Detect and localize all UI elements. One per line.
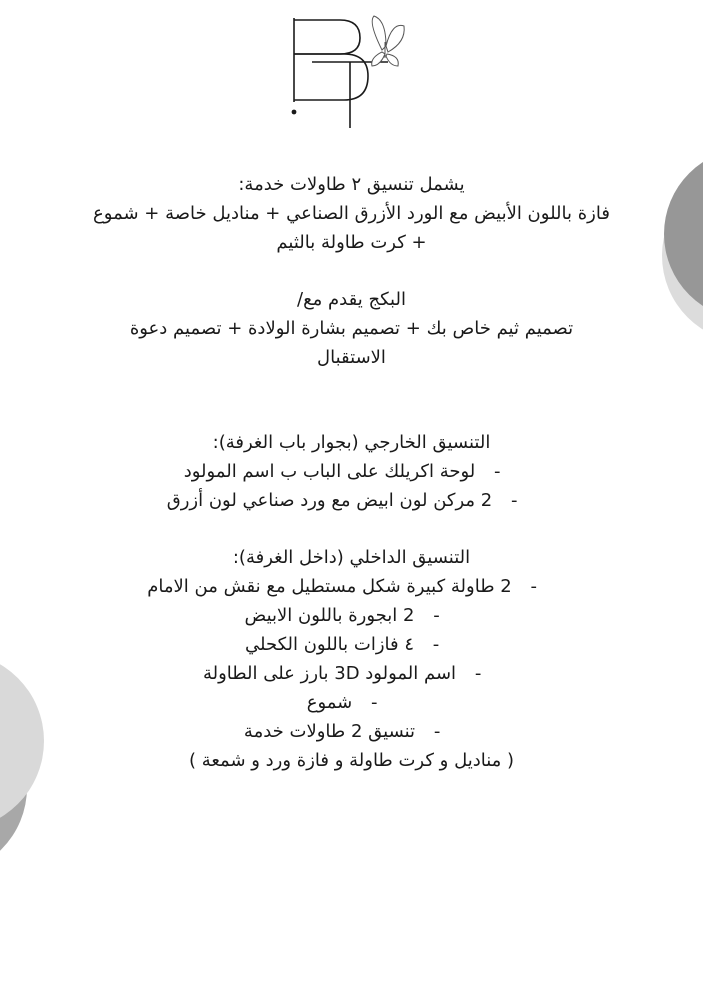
bullet-mark: - [494, 461, 501, 482]
outer-heading: التنسيق الخارجي (بجوار باب الغرفة): [212, 432, 491, 453]
section1-line: + كرت طاولة بالثيم [276, 232, 427, 253]
bullet-mark: - [371, 692, 378, 713]
list-item: -اسم المولود 3D بارز على الطاولة [0, 659, 703, 688]
section2-heading: البكج يقدم مع/ [297, 289, 406, 310]
list-item: -تنسيق 2 طاولات خدمة [0, 717, 703, 746]
bullet-mark: - [511, 490, 518, 511]
section1-heading: يشمل تنسيق ٢ طاولات خدمة: [238, 174, 465, 195]
bullet-mark: - [433, 721, 441, 742]
bullet-mark: - [433, 605, 440, 626]
list-item: -2 طاولة كبيرة شكل مستطيل مع نقش من الامام [0, 572, 703, 601]
inner-heading: التنسيق الداخلي (داخل الغرفة): [232, 547, 471, 568]
bullet-mark: - [432, 634, 440, 655]
section2-line: تصميم ثيم خاص بك + تصميم بشارة الولادة + تصميم دعوة [129, 318, 574, 339]
list-item: -2 ابجورة باللون الابيض [0, 601, 703, 630]
bullet-mark: - [530, 576, 537, 597]
list-item: -شموع [0, 688, 703, 717]
list-item: -لوحة اكريلك على الباب ب اسم المولود [0, 457, 703, 486]
document-body [0, 170, 703, 775]
inner-note: ( مناديل و كرت طاولة و فازة ورد و شمعة ) [188, 750, 515, 771]
bullet-mark: - [474, 663, 482, 684]
list-item: -٤ فازات باللون الكحلي [0, 630, 703, 659]
section1-line: فازة باللون الأبيض مع الورد الأزرق الصناعي + مناديل خاصة + شموع [93, 203, 610, 224]
butterfly-icon [372, 16, 404, 66]
list-item: -2 مركن لون ابيض مع ورد صناعي لون أزرق [0, 486, 703, 515]
section2-line: الاستقبال [317, 347, 386, 368]
brand-logo [282, 12, 412, 132]
